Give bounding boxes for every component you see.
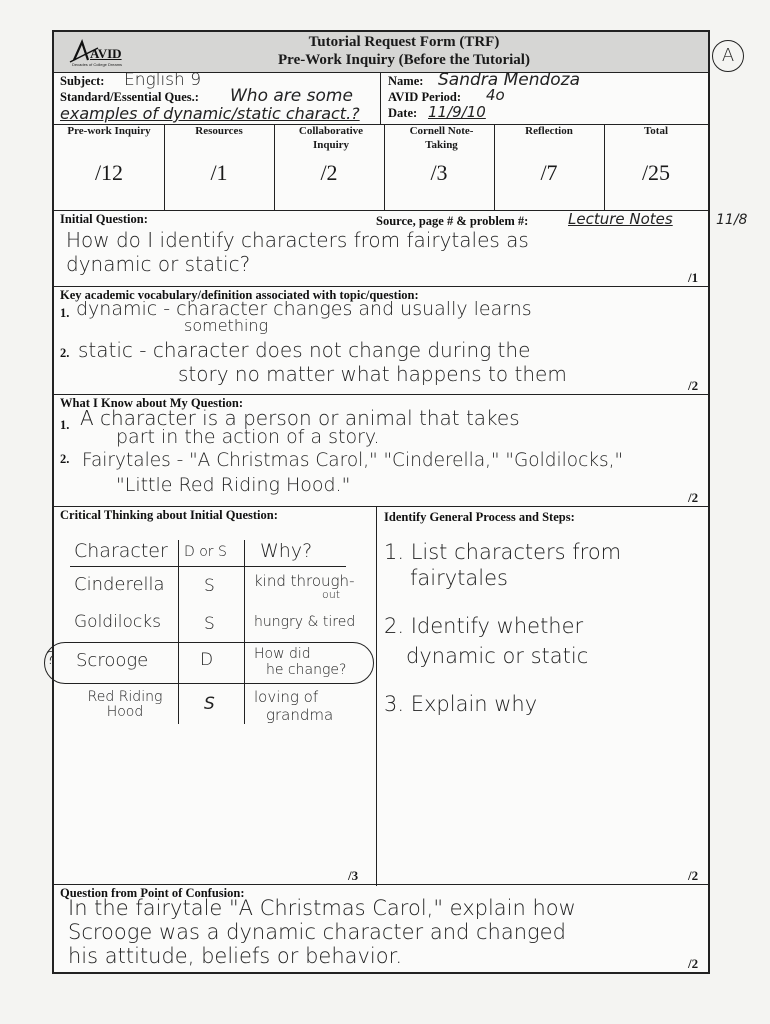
initial-question-text-1: How do I identify characters from fairytales as [66,228,529,252]
date-value: 11/9/10 [428,103,486,121]
critical-header-dors: D or S [184,544,227,560]
score-collaborative: /2 [320,160,338,185]
confusion-line-3: his attitude, beliefs or behavior. [68,944,403,968]
name-label: Name: [388,74,424,88]
logo-sub: Decades of College Dreams [72,62,123,67]
critical-row-1-type: S [204,576,215,596]
score-table [54,124,708,210]
source-value: Lecture Notes [568,210,673,228]
critical-row-4-why-2: grandma [266,706,334,724]
score-total: /25 [641,160,671,185]
subject-value: English 9 [124,70,202,90]
critical-row-2-type: S [204,614,215,634]
col-reflection: Reflection [525,125,573,137]
avid-logo [68,38,138,66]
form-title: Tutorial Request Form (TRF) [308,34,500,50]
initial-question-text-2: dynamic or static? [66,252,251,276]
scrooge-circle [44,642,374,684]
critical-row-1-why-1: kind through- [254,572,355,590]
vocab-num-2: 2. [60,346,70,360]
critical-row-3-why-2: he change? [266,662,347,678]
score-prework: /12 [94,160,124,185]
process-label: Identify General Process and Steps: [384,510,575,524]
circled-a-mark: A [712,40,744,72]
critical-label: Critical Thinking about Initial Question: [60,508,278,522]
vocab-item-2b: story no matter what happens to them [178,362,567,386]
score-resources: /1 [210,160,228,185]
vocab-item-1b: something [184,316,269,335]
score-cornell: /3 [430,160,448,185]
process-step-2b: dynamic or static [406,644,589,668]
critical-row-3-character: Scrooge [76,650,149,671]
critical-row-2-character: Goldilocks [74,612,161,632]
name-value: Sandra Mendoza [438,70,581,90]
process-step-1a: 1. List characters from [384,540,622,564]
source-label: Source, page # & problem #: [376,214,529,228]
col-prework: Pre-work Inquiry [67,125,151,137]
critical-row-4-why-1: loving of [254,688,319,706]
vocab-item-2a: static - character does not change during the [78,338,531,362]
confusion-score: /2 [688,956,699,971]
score-reflection: /7 [540,160,558,185]
know-item-2b: "Little Red Riding Hood." [116,474,351,496]
period-value: 4o [486,86,505,104]
critical-row-4-character: Red Riding Hood [87,689,163,720]
col-resources: Resources [195,125,243,137]
vocab-label: Key academic vocabulary/definition associated with topic/question: [60,288,419,302]
critical-row-2-why-1: hungry & tired [254,614,356,630]
know-item-2a: Fairytales - "A Christmas Carol," "Cinderella," "Goldilocks," [82,450,623,471]
confusion-label: Question from Point of Confusion: [60,886,245,900]
form-subtitle: Pre-Work Inquiry (Before the Tutorial) [278,52,530,68]
period-label: AVID Period: [388,90,462,104]
logo-text: AVID [90,46,122,61]
confusion-line-1: In the fairytale "A Christmas Carol," explain how [68,896,576,920]
critical-header-why: Why? [260,540,313,562]
vocab-item-1a: dynamic - character changes and usually learns [76,298,532,320]
vocab-score: /2 [688,378,699,393]
vocab-num-1: 1. [60,306,70,320]
col-collaborative: Collaborative Inquiry [298,125,364,151]
critical-row-1-character: Cinderella [74,574,165,595]
standard-value-1: Who are some [230,86,353,106]
standard-value-2: examples of dynamic/static charact.? [60,104,360,123]
form-header [54,32,708,72]
date-label: Date: [388,106,418,120]
know-label: What I Know about My Question: [60,396,244,410]
critical-header-character: Character [74,540,168,562]
subject-label: Subject: [60,74,105,88]
know-item-1b: part in the action of a story. [116,426,380,448]
process-step-2a: 2. Identify whether [384,614,584,638]
know-item-1a: A character is a person or animal that takes [80,406,520,430]
side-note: 11/8 [716,212,748,228]
critical-table [46,532,374,732]
process-step-1b: fairytales [410,566,508,590]
process-score: /2 [688,868,699,883]
know-num-2: 2. [60,452,70,466]
process-step-3: 3. Explain why [384,692,538,716]
critical-row-3-why-1: How did [254,646,311,662]
col-total: Total [643,125,669,137]
confusion-line-2: Scrooge was a dynamic character and changed [68,920,566,944]
critical-score: /3 [348,868,359,883]
col-cornell: Cornell Note-Taking [409,125,474,151]
critical-row-3-type: D [200,650,214,670]
question-mark: ? [46,648,56,669]
critical-row-1-why-2: out [322,588,341,601]
standard-label: Standard/Essential Ques.: [60,90,199,104]
tutorial-request-form [46,30,710,974]
know-num-1: 1. [60,418,70,432]
initial-score: /1 [688,270,699,285]
critical-row-4-type: S [204,694,215,714]
know-score: /2 [688,490,699,505]
initial-question-label: Initial Question: [60,212,148,226]
